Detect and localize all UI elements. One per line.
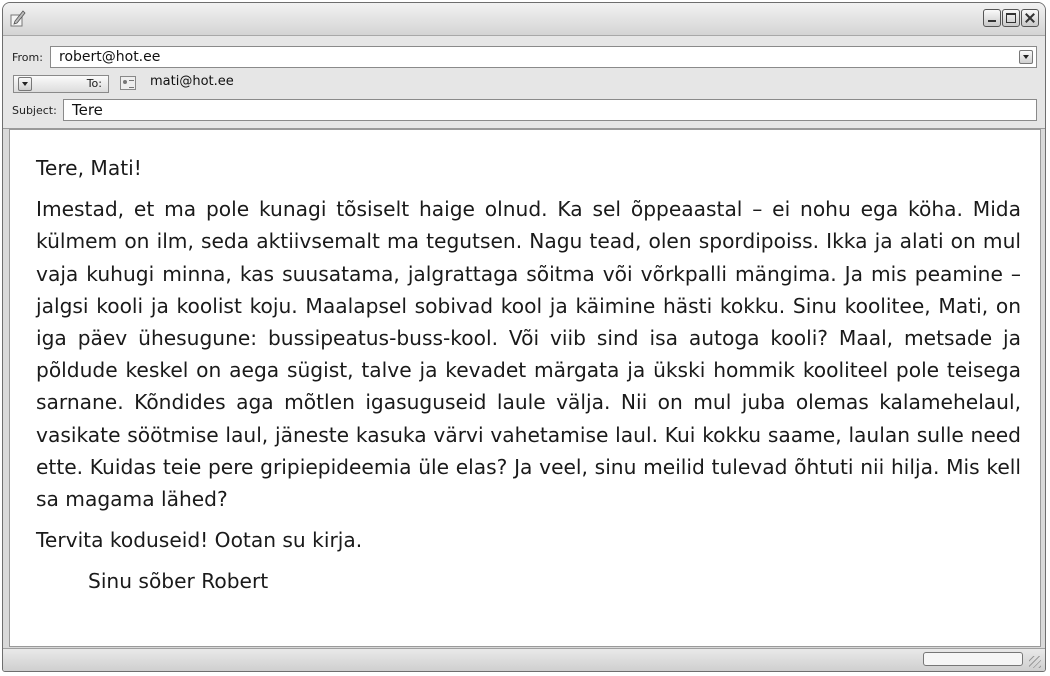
resize-grip-icon[interactable]: [1029, 656, 1041, 668]
to-value: mati@hot.ee: [150, 74, 234, 89]
from-value: robert@hot.ee: [59, 49, 161, 65]
window-controls: [983, 9, 1039, 27]
message-header: [3, 36, 1045, 129]
address-book-icon[interactable]: [120, 76, 136, 90]
closing-line: Tervita koduseid! Ootan su kirja.: [36, 528, 363, 553]
to-field[interactable]: [142, 73, 1037, 93]
subject-input[interactable]: [63, 99, 1037, 121]
subject-label: Subject:: [12, 104, 57, 117]
status-panel: [923, 652, 1023, 666]
to-label: To:: [86, 77, 102, 90]
chevron-down-icon[interactable]: [1019, 50, 1033, 64]
to-button[interactable]: [13, 75, 109, 93]
message-text: [36, 152, 1021, 598]
chevron-down-icon[interactable]: [18, 77, 32, 91]
body-paragraph: Imestad, et ma pole kunagi tõsiselt haige olnud. Ka sel õppeaastal – ei nohu ega köha. Mida külmem on ilm, seda aktiivsemalt ma tegutsen. Nagu tead, olen spordipoiss. Ikka ja alati on mul vaja kuhugi minna, kas suusatama, jalgrattaga sõitma või võrkpalli mängima. Ja mis peamine – jalgsi kooli ja koolist koju. Maalapsel sobivad kool ja käimine hästi kokku. Sinu koolitee, Mati, on iga päev ühesugune: bussipeatus-buss-kool. Või viib sind isa autoga kooli? Maal, metsade ja põldude keskel on aega sügist, talve ja kevadet märgata ja ükski hommik kooliteel pole teisega sarnane. Kõndides aga mõtlen igasuguseid laule välja. Nii on mul juba olemas kalamehelaul, vasikate söötmise laul, jäneste kasuka värvi vahetamise laul. Kui kokku saame, laulan sulle need ette. Kuidas teie pere gripiepideemia üle elas? Ja veel, sinu meilid tulevad õhtuti nii hilja. Mis kell sa magama lähed?: [36, 197, 1021, 512]
signature: Sinu sõber Robert: [88, 569, 269, 594]
message-body-editor[interactable]: [9, 129, 1041, 647]
minimize-icon[interactable]: [983, 9, 1001, 27]
email-compose-window: [2, 2, 1046, 672]
title-bar[interactable]: [3, 3, 1045, 36]
from-select[interactable]: [50, 46, 1037, 68]
greeting: Tere, Mati!: [36, 156, 142, 180]
from-label: From:: [12, 51, 43, 64]
subject-value: Tere: [72, 101, 103, 119]
close-icon[interactable]: [1021, 9, 1039, 27]
maximize-icon[interactable]: [1002, 9, 1020, 27]
status-bar: [3, 648, 1045, 671]
compose-pen-icon: [10, 9, 26, 27]
